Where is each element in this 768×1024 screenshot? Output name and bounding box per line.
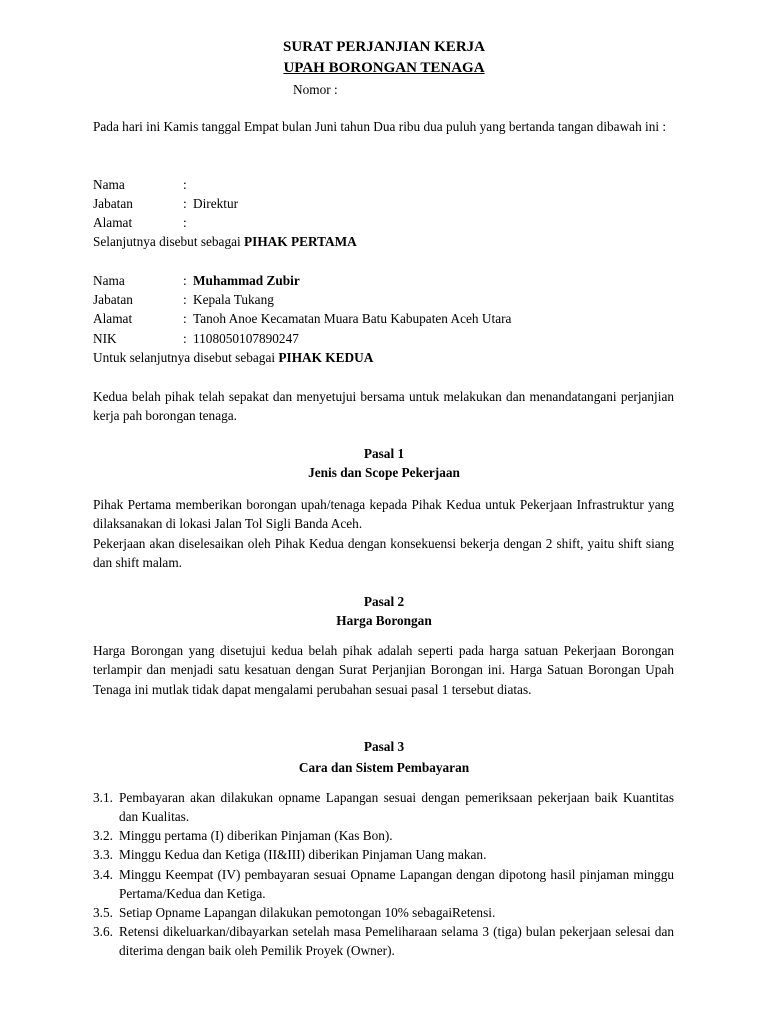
field-colon: :: [183, 273, 187, 288]
field-colon: :: [183, 196, 187, 211]
pasal2-heading: Harga Borongan: [336, 613, 432, 628]
agreement-paragraph: Kedua belah pihak telah sepakat dan menyetujui bersama untuk melakukan dan menandatangani perjanjian kerja pah borongan tenaga.: [93, 389, 674, 424]
document-title: SURAT PERJANJIAN KERJA: [283, 39, 485, 55]
pasal1-number: Pasal 1: [363, 446, 405, 461]
pasal1-paragraph-1: Pihak Pertama memberikan borongan upah/tenaga kepada Pihak Kedua untuk Pekerjaan Infrastruktur yang dilaksanakan di lokasi Jalan Tol Sigli Banda Aceh.: [93, 497, 674, 532]
field-label: Jabatan: [93, 196, 133, 211]
party1-position-row: [93, 194, 674, 214]
pasal3-number: Pasal 3: [363, 739, 405, 754]
field-colon: :: [183, 292, 187, 307]
field-value: Direktur: [193, 196, 239, 211]
pasal2-paragraph: Harga Borongan yang disetujui kedua belah pihak adalah seperti pada harga satuan Pekerjaan Borongan terlampir dan menjadi satu kesatuan dengan Surat Perjanjian Borongan ini. Harga Satuan Borongan Upah Tenaga ini mutlak tidak dapat mengalami perubahan sesuai pasal 1 tersebut diatas.: [93, 643, 674, 697]
document-number: Nomor :: [293, 82, 338, 97]
party1-name-row: [93, 175, 674, 195]
field-value: Kepala Tukang: [193, 292, 274, 307]
list-number: 3.6.: [93, 924, 113, 939]
party1-designation: [93, 232, 674, 251]
field-label: NIK: [93, 331, 117, 346]
list-number: 3.4.: [93, 867, 113, 882]
field-label: Nama: [93, 273, 125, 288]
list-text: Minggu Kedua dan Ketiga (II&III) diberikan Pinjaman Uang makan.: [119, 847, 487, 862]
field-label: Alamat: [93, 311, 133, 326]
list-item: [93, 826, 674, 845]
designation-party1: PIHAK PERTAMA: [244, 234, 357, 249]
list-number: 3.5.: [93, 905, 113, 920]
list-item: [93, 903, 674, 922]
list-text: Pembayaran akan dilakukan opname Lapangan sesuai dengan pemeriksaan pekerjaan baik Kuantitas dan Kualitas.: [119, 790, 674, 825]
designation-prefix: Untuk selanjutnya disebut sebagai: [93, 350, 279, 365]
document-subtitle: UPAH BORONGAN TENAGA: [283, 60, 485, 76]
field-label: Nama: [93, 177, 125, 192]
intro-paragraph: Pada hari ini Kamis tanggal Empat bulan Juni tahun Dua ribu dua puluh yang bertanda tangan dibawah ini :: [93, 119, 667, 134]
field-label: Alamat: [93, 215, 133, 230]
list-number: 3.2.: [93, 828, 113, 843]
party2-address-row: [93, 309, 674, 329]
designation-party2: PIHAK KEDUA: [278, 350, 374, 365]
pasal1-paragraph-2: Pekerjaan akan diselesaikan oleh Pihak Kedua dengan konsekuensi bekerja dengan 2 shift, yaitu shift siang dan shift malam.: [93, 536, 674, 571]
list-text: Minggu Keempat (IV) pembayaran sesuai Opname Lapangan dengan dipotong hasil pinjaman minggu Pertama/Kedua dan Ketiga.: [119, 867, 674, 902]
party2-position-row: [93, 290, 674, 310]
list-item: [93, 865, 674, 904]
field-colon: :: [183, 311, 187, 326]
field-value: Tanoh Anoe Kecamatan Muara Batu Kabupaten Aceh Utara: [193, 311, 512, 326]
list-item: [93, 845, 674, 864]
list-text: Minggu pertama (I) diberikan Pinjaman (Kas Bon).: [119, 828, 393, 843]
party1-address-row: [93, 213, 674, 233]
designation-prefix: Selanjutnya disebut sebagai: [93, 234, 245, 249]
party2-name-row: [93, 271, 674, 291]
list-item: [93, 922, 674, 961]
list-number: 3.3.: [93, 847, 113, 862]
field-label: Jabatan: [93, 292, 133, 307]
field-value: Muhammad Zubir: [193, 273, 300, 288]
list-text: Retensi dikeluarkan/dibayarkan setelah masa Pemeliharaan selama 3 (tiga) bulan pekerjaan selesai dan diterima dengan baik oleh Pemilik Proyek (Owner).: [119, 924, 674, 959]
pasal2-number: Pasal 2: [363, 594, 405, 609]
party2-nik-row: [93, 329, 674, 349]
field-colon: :: [183, 177, 187, 192]
field-colon: :: [183, 331, 187, 346]
list-number: 3.1.: [93, 790, 113, 805]
field-colon: :: [183, 215, 187, 230]
party2-designation: [93, 348, 674, 367]
pasal3-heading: Cara dan Sistem Pembayaran: [298, 760, 470, 775]
pasal1-heading: Jenis dan Scope Pekerjaan: [308, 465, 460, 480]
list-text: Setiap Opname Lapangan dilakukan pemotongan 10% sebagaiRetensi.: [119, 905, 496, 920]
list-item: [93, 788, 674, 827]
field-value: 1108050107890247: [193, 331, 299, 346]
